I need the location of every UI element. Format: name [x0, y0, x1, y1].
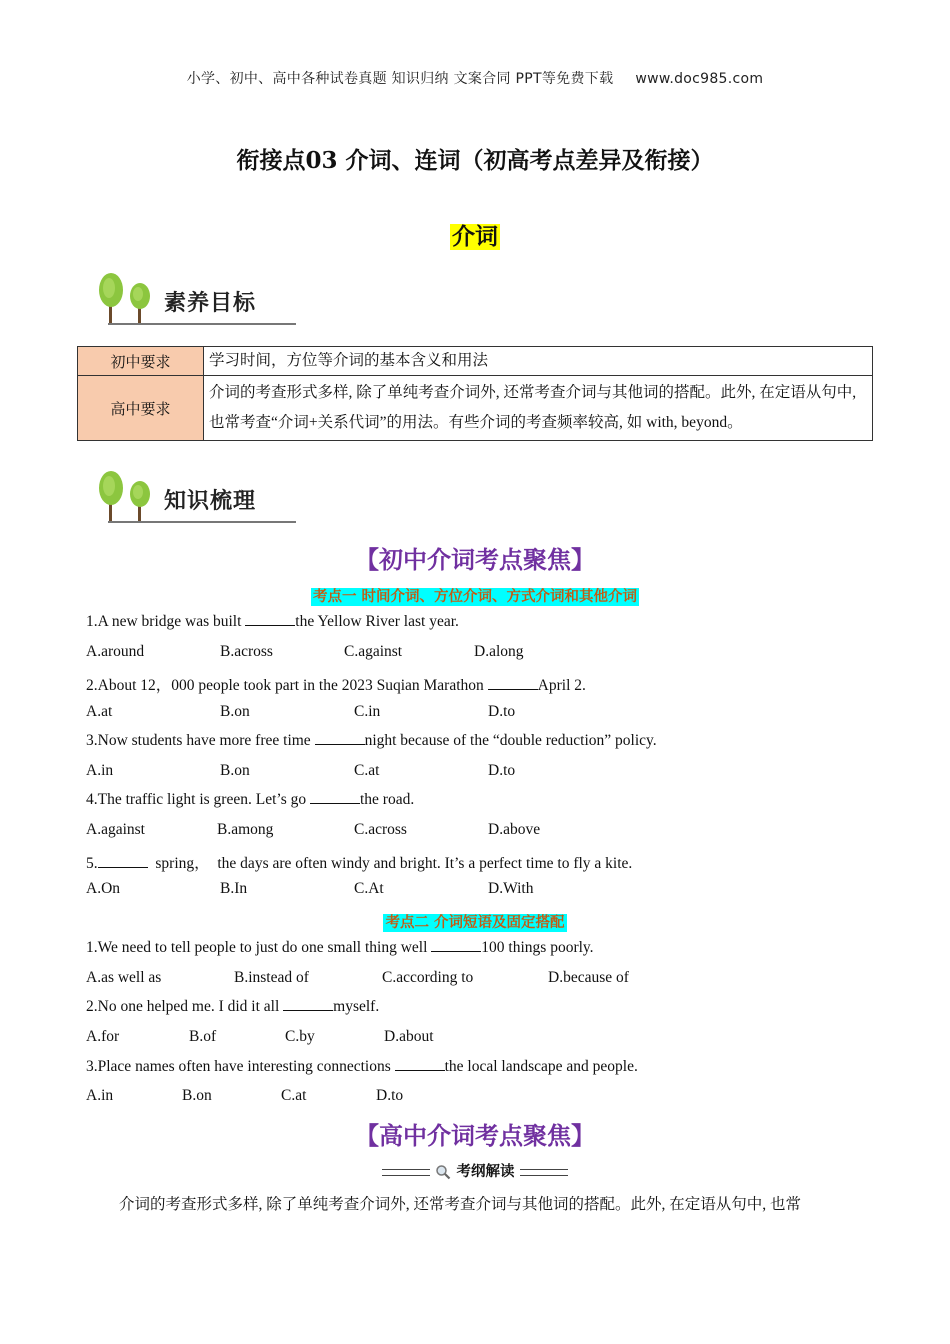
question-stem [86, 998, 379, 1016]
kgjd-label: 考纲解读 [456, 1164, 515, 1180]
requirements-table [77, 346, 873, 441]
banner-suyang [96, 268, 316, 330]
option: C.in [354, 703, 381, 720]
option: C.against [344, 643, 403, 660]
option: D.above [488, 821, 541, 838]
stem-text: 1.We need to tell people to just do one small thing well [86, 939, 432, 956]
stem-text: the local landscape and people. [444, 1058, 638, 1075]
option: C.at [354, 762, 380, 779]
subtitle-text: 介词 [452, 224, 498, 250]
question-stem [86, 613, 459, 631]
level-cell: 高中要求 [78, 376, 204, 441]
section-heading-senior: 【高中介词考点聚焦】 [355, 1122, 595, 1150]
document-title: 衔接点03 介词、连词（初高考点差异及衔接） [236, 147, 714, 174]
question-stem [86, 1058, 638, 1076]
banner-label: 素养目标 [164, 291, 257, 316]
option: A.around [86, 643, 145, 660]
option: C.At [354, 880, 384, 897]
option: D.along [474, 643, 524, 660]
option: B.on [220, 703, 250, 720]
option: D.to [376, 1087, 404, 1104]
level-cell: 初中要求 [78, 347, 204, 376]
tree-icon [96, 268, 160, 328]
kaodian-label: 考点一 时间介词、方位介词、方式介词和其他介词 [312, 589, 638, 605]
kaodian-2 [0, 911, 950, 932]
option: A.at [86, 703, 113, 720]
stem-text: 3.Now students have more free time [86, 732, 315, 749]
stem-text: 3.Place names often have interesting connections [86, 1058, 395, 1075]
option: C.by [285, 1028, 315, 1045]
table-row [78, 376, 873, 441]
answer-blank [315, 732, 365, 745]
banner-rule [108, 323, 296, 325]
section-heading-junior: 【初中介词考点聚焦】 [355, 546, 595, 574]
option: B.on [220, 762, 250, 779]
option: A.in [86, 762, 114, 779]
option: B.In [220, 880, 248, 897]
stem-text: April 2. [537, 677, 586, 694]
body-paragraph: 介词的考查形式多样, 除了单纯考查介词外, 还常考查介词与其他词的搭配。此外, 在定语从句中, 也常 [119, 1196, 802, 1213]
answer-blank [395, 1058, 445, 1071]
requirement-cell: 介词的考查形式多样, 除了单纯考查介词外, 还常考查介词与其他词的搭配。此外, 在定语从句中, 也常考查“介词+关系代词”的用法。有些介词的考查频率较高, 如 with, beyond。 [204, 376, 873, 441]
page-header [0, 68, 950, 88]
answer-blank [283, 998, 333, 1011]
question-stem [86, 791, 414, 809]
option: A.On [86, 880, 121, 897]
table-row [78, 347, 873, 376]
stem-text: the road. [359, 791, 415, 808]
requirement-cell: 学习时间，方位等介词的基本含义和用法 [204, 347, 873, 376]
tree-icon [96, 466, 160, 526]
option: D.With [488, 880, 534, 897]
option: B.of [189, 1028, 217, 1045]
option: D.because of [548, 969, 629, 986]
kgjd-heading [0, 1160, 950, 1181]
stem-text: spring， the days are often windy and bright. It’s a perfect time to fly a kite. [147, 855, 633, 872]
option: B.across [220, 643, 273, 660]
option: C.at [281, 1087, 307, 1104]
stem-text: 2.About 12，000 people took part in the 2023 Suqian Marathon [86, 677, 488, 694]
answer-blank [431, 939, 481, 952]
option: B.among [217, 821, 274, 838]
stem-text: 1.A new bridge was built [86, 613, 246, 630]
answer-blank [98, 855, 148, 868]
answer-blank [245, 613, 295, 626]
option: D.to [488, 762, 516, 779]
document-subtitle [0, 218, 950, 251]
option: A.against [86, 821, 145, 838]
stem-text: myself. [333, 998, 380, 1015]
stem-text: the Yellow River last year. [295, 613, 459, 630]
question-stem [86, 939, 594, 957]
option: C.across [354, 821, 407, 838]
stem-text: night because of the “double reduction” policy. [364, 732, 657, 749]
kaodian-label: 考点二 介词短语及固定搭配 [385, 915, 565, 931]
option: A.for [86, 1028, 120, 1045]
option: C.according to [382, 969, 474, 986]
double-rule [520, 1169, 568, 1176]
double-rule [382, 1169, 430, 1176]
header-text: 小学、初中、高中各种试卷真题 知识归纳 文案合同 PPT等免费下载 [186, 71, 614, 87]
option: B.on [182, 1087, 212, 1104]
question-stem [86, 851, 632, 873]
option: A.in [86, 1087, 114, 1104]
stem-text: 2.No one helped me. I did it all [86, 998, 284, 1015]
banner-zhishi [96, 466, 316, 528]
question-stem [86, 673, 586, 695]
answer-blank [310, 791, 360, 804]
answer-blank [488, 677, 538, 690]
option: B.instead of [234, 969, 309, 986]
option: D.about [384, 1028, 434, 1045]
stem-text: 5. [86, 855, 98, 872]
kaodian-1 [0, 585, 950, 606]
header-site: www.doc985.com [635, 71, 764, 87]
banner-rule [108, 521, 296, 523]
question-stem [86, 732, 657, 750]
option: A.as well as [86, 969, 162, 986]
stem-text: 100 things poorly. [481, 939, 594, 956]
banner-label: 知识梳理 [164, 489, 257, 514]
stem-text: 4.The traffic light is green. Let’s go [86, 791, 310, 808]
option: D.to [488, 703, 516, 720]
magnifier-icon [435, 1164, 451, 1180]
